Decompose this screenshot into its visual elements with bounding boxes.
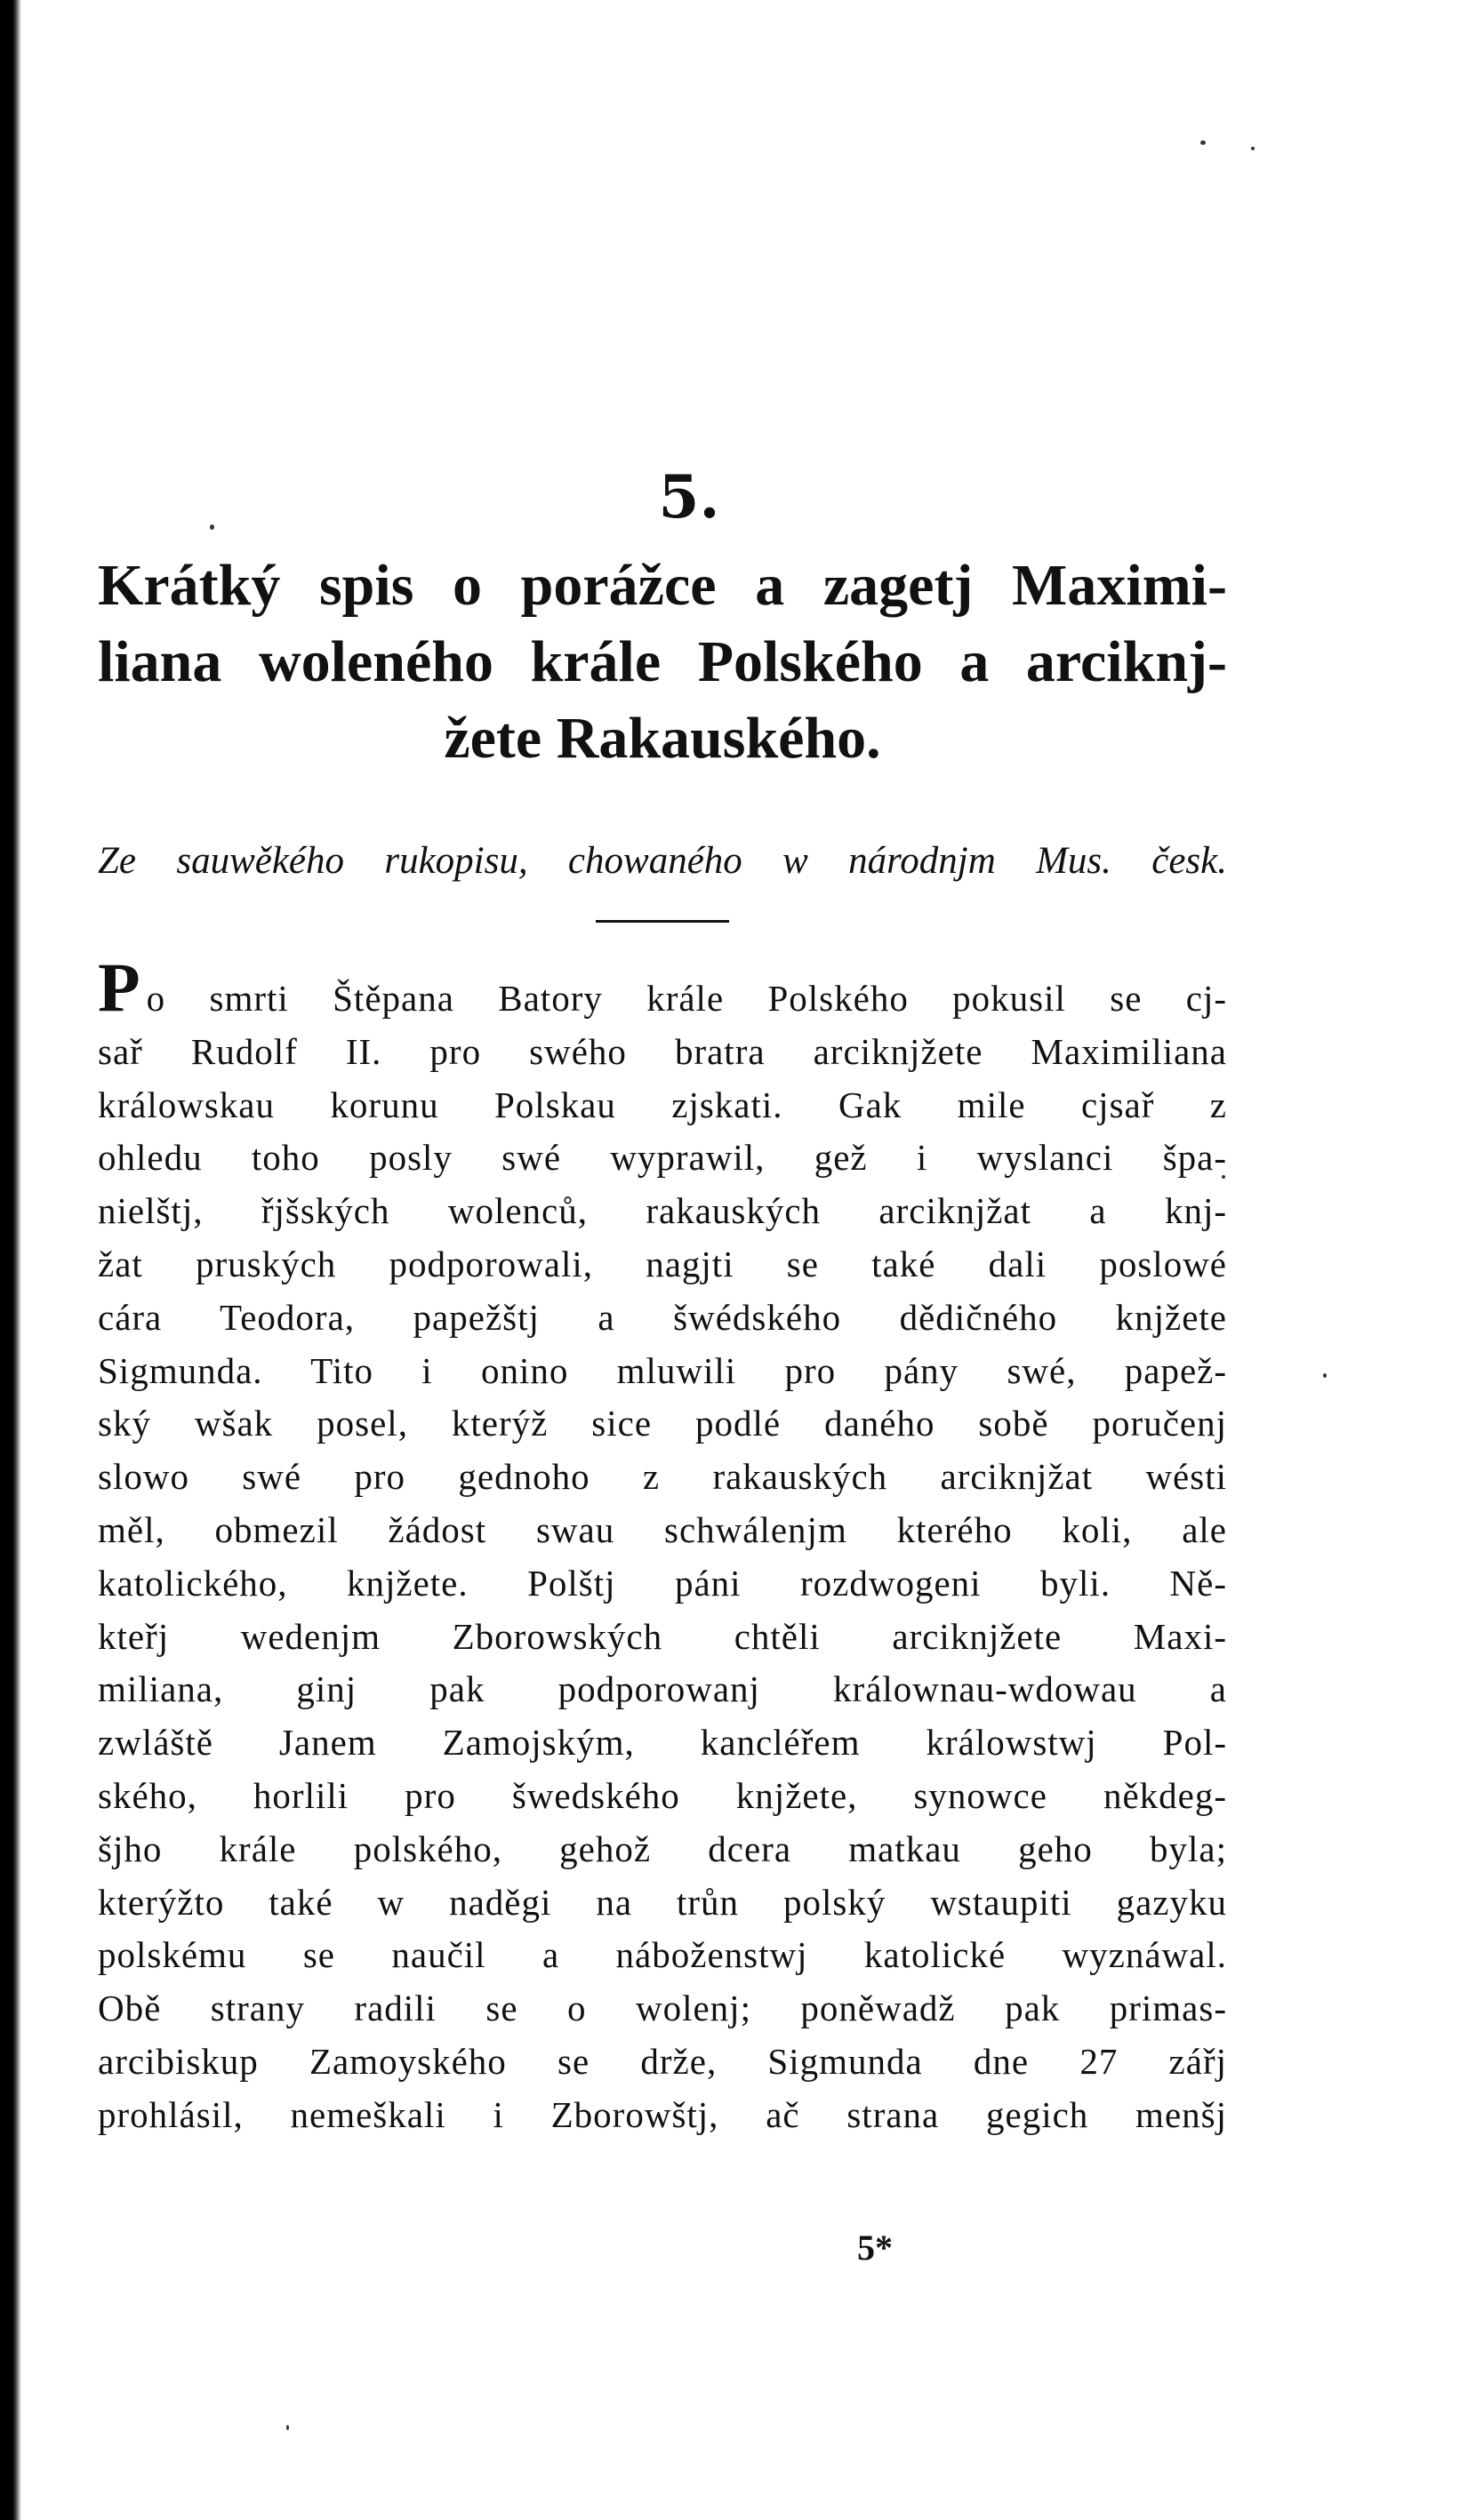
body-line: polskému se naučil a náboženstwj katolické wyznáwal. — [98, 1934, 1227, 1976]
body-line: měl, obmezil žádost swau schwálenjm kterého koli, ale — [98, 1508, 1227, 1550]
chapter-heading — [98, 548, 1227, 777]
body-line: slowo swé pro gednoho z rakauských arciknjžat wésti — [98, 1456, 1227, 1498]
body-line: ský wšak posel, kterýž sice podlé daného sobě poručenj — [98, 1403, 1227, 1444]
body-line: nielštj, řjšských wolenců, rakauských arciknjžat a knj- — [98, 1190, 1227, 1232]
body-line: prohlásil, nemeškali i Zborowštj, ač strana gegich menšj — [98, 2093, 1227, 2135]
body-line — [98, 948, 1227, 1026]
body-line: ského, horlili pro šwedského knjžete, synowce někdeg- — [98, 1774, 1227, 1816]
body-line: králowskau korunu Polskau zjskati. Gak mile cjsař z — [98, 1084, 1227, 1125]
body-line: Obě strany radili se o wolenj; poněwadž pak primas- — [98, 1988, 1227, 2029]
scan-speck — [286, 2425, 289, 2430]
body-line: cára Teodora, papežštj a šwédského dědičného knjžete — [98, 1296, 1227, 1338]
scan-speck — [1251, 147, 1255, 150]
body-line: žat pruských podporowali, nagjti se také dali poslowé — [98, 1243, 1227, 1284]
section-number: 5. — [658, 462, 720, 532]
first-line-text: o smrti Štěpana Batory krále Polského pokusil se cj- — [146, 978, 1227, 1019]
heading-line: Krátký spis o porážce a zagetj Maximi- — [98, 553, 1227, 618]
body-paragraph — [98, 948, 1227, 2142]
body-line: šjho krále polského, gehož dcera matkau geho byla; — [98, 1828, 1227, 1869]
body-line: miliana, ginj pak podporowanj králownau-wdowau a — [98, 1668, 1227, 1710]
page-binding-edge — [0, 0, 21, 2520]
body-line: katolického, knjžete. Polštj páni rozdwogeni byli. Ně- — [98, 1562, 1227, 1604]
page-content — [98, 462, 1227, 2142]
body-line: kterýžto také w naděgi na trůn polský wstaupiti gazyku — [98, 1881, 1227, 1923]
heading-line: liana woleného krále Polského a arciknj- — [98, 629, 1227, 694]
drop-cap: P — [98, 948, 141, 1026]
body-line: ohledu toho posly swé wyprawil, gež i wyslanci špa- — [98, 1137, 1227, 1179]
body-line: Sigmunda. Tito i onino mluwili pro pány swé, papež- — [98, 1349, 1227, 1391]
page-signature: 5* — [857, 2228, 893, 2268]
source-note: Ze sauwěkého rukopisu, chowaného w národnjm Mus. česk. — [98, 840, 1227, 882]
body-line: sař Rudolf II. pro swého bratra arciknjžete Maximiliana — [98, 1030, 1227, 1072]
scan-speck — [1323, 1373, 1327, 1378]
scan-speck — [1200, 140, 1206, 145]
section-divider — [596, 920, 729, 923]
body-line: kteřj wedenjm Zborowských chtěli arciknjžete Maxi- — [98, 1615, 1227, 1657]
body-line: zwláště Janem Zamojským, kancléřem králowstwj Pol- — [98, 1722, 1227, 1764]
body-line: arcibiskup Zamoyského se drže, Sigmunda dne 27 zářj — [98, 2040, 1227, 2082]
heading-line: žete Rakauského. — [444, 706, 881, 771]
